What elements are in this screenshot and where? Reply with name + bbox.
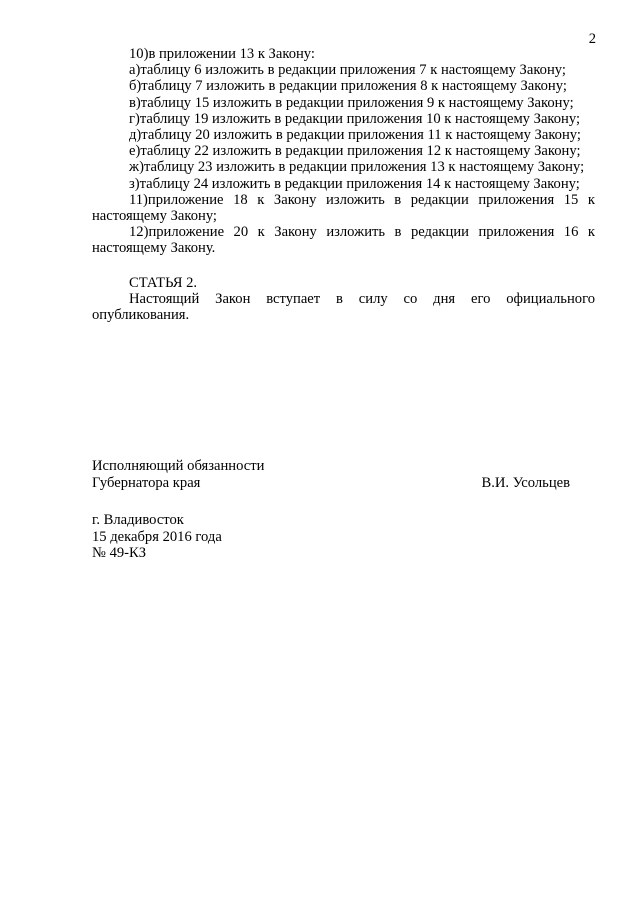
amendment-subitem-z: з)таблицу 24 изложить в редакции приложения 14 к настоящему Закону; — [129, 175, 580, 192]
signatory-name: В.И. Усольцев — [481, 474, 570, 491]
issue-place: г. Владивосток — [92, 512, 184, 528]
amendment-subitem-a: а)таблицу 6 изложить в редакции приложения 7 к настоящему Закону; — [129, 62, 566, 79]
amendment-subitem-d: д)таблицу 20 изложить в редакции приложения 11 к настоящему Закону; — [129, 127, 581, 144]
amendment-item-12: 12)приложение 20 к Закону изложить в редакции приложения 16 к настоящему Закону. — [92, 224, 595, 257]
law-number: № 49-КЗ — [92, 545, 147, 561]
amendment-subitem-zh: ж)таблицу 23 изложить в редакции приложения 13 к настоящему Закону; — [129, 159, 585, 176]
article-text: Настоящий Закон вступает в силу со дня его официального опубликования. — [92, 290, 595, 324]
amendment-item-11: 11)приложение 18 к Закону изложить в редакции приложения 15 к настоящему Закону; — [92, 191, 595, 225]
article-heading: СТАТЬЯ 2. — [129, 274, 198, 291]
signature-block — [92, 458, 595, 491]
signatory-title-line1: Исполняющий обязанности — [92, 458, 265, 474]
issue-date: 15 декабря 2016 года — [92, 528, 222, 545]
page-number: 2 — [588, 31, 596, 47]
issue-details — [92, 512, 392, 562]
amendment-subitem-g: г)таблицу 19 изложить в редакции приложения 10 к настоящему Закону; — [129, 110, 581, 127]
law-amendments-text — [92, 46, 595, 323]
signature-row — [92, 475, 595, 492]
amendment-item-10: 10)в приложении 13 к Закону: — [129, 46, 315, 62]
amendment-subitem-v: в)таблицу 15 изложить в редакции приложения 9 к настоящему Закону; — [129, 94, 574, 111]
amendment-subitem-b: б)таблицу 7 изложить в редакции приложения 8 к настоящему Закону; — [129, 78, 567, 95]
signatory-title-line2: Губернатора края — [92, 474, 201, 491]
amendment-subitem-e: е)таблицу 22 изложить в редакции приложения 12 к настоящему Закону; — [129, 143, 581, 160]
